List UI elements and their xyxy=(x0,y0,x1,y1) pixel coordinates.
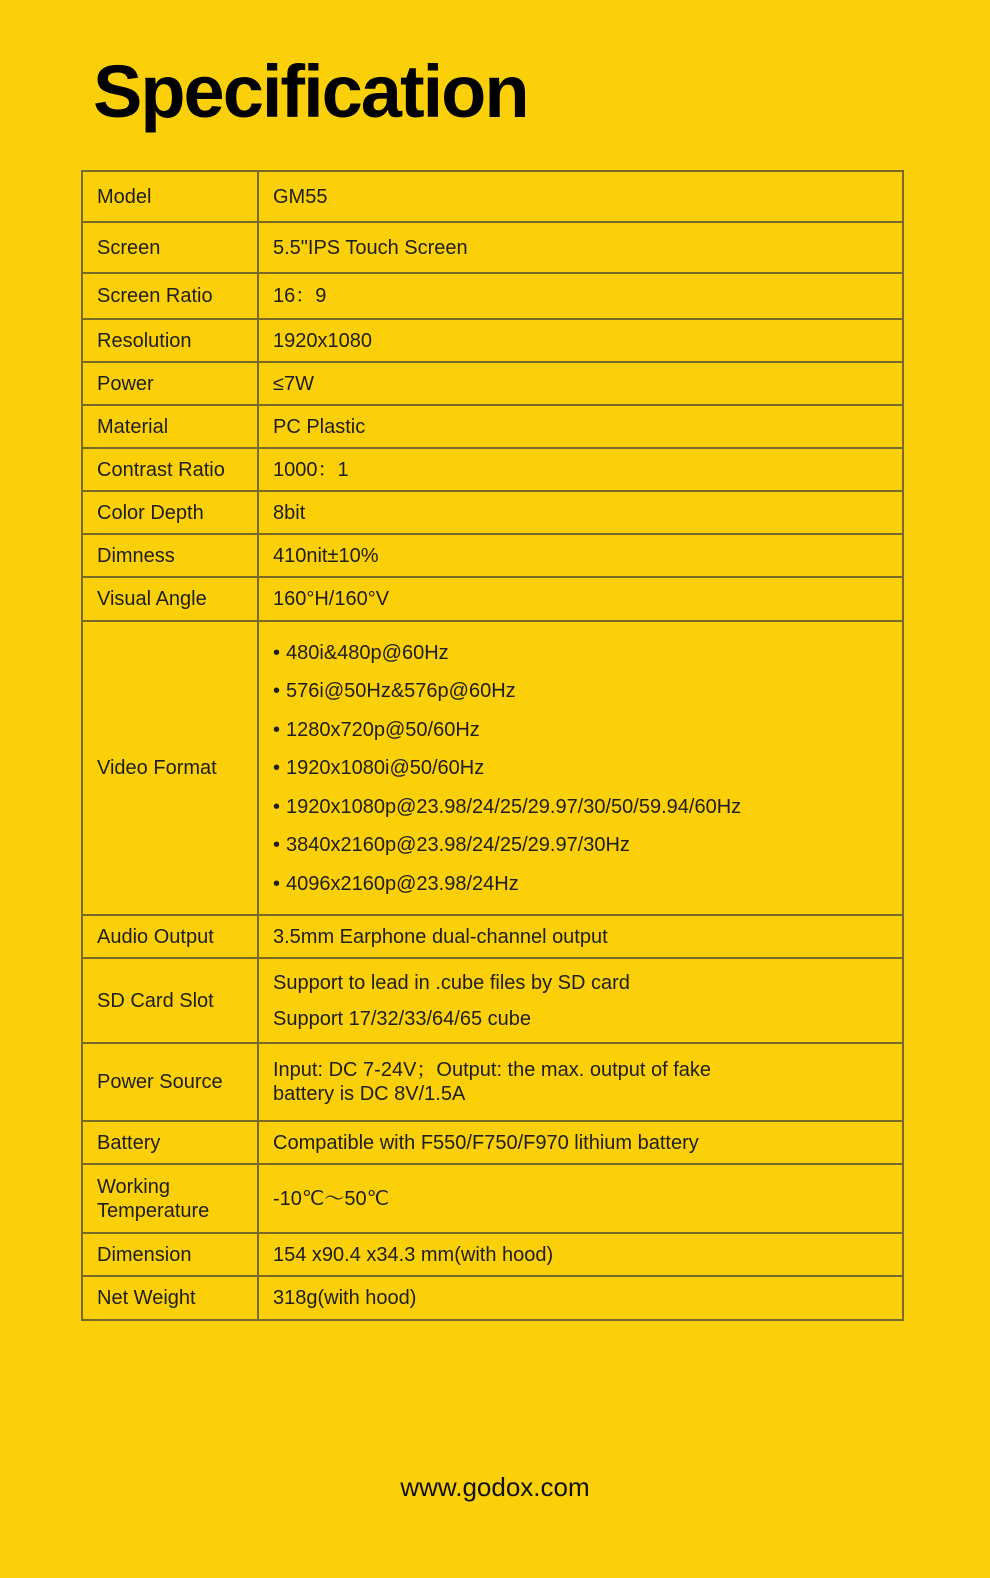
spec-label: Power Source xyxy=(82,1043,258,1121)
spec-label xyxy=(82,1164,258,1233)
spec-row-audio-output xyxy=(82,915,903,958)
sd-card-line: Support to lead in .cube files by SD card xyxy=(273,971,630,994)
spec-value xyxy=(258,958,903,1043)
spec-label: Net Weight xyxy=(82,1276,258,1320)
video-format-item: • 1920x1080p@23.98/24/25/29.97/30/50/59.94/60Hz xyxy=(273,795,888,819)
spec-row-power xyxy=(82,362,903,405)
spec-label: Color Depth xyxy=(82,491,258,534)
spec-label: Audio Output xyxy=(82,915,258,958)
spec-label: Contrast Ratio xyxy=(82,448,258,491)
spec-label: Battery xyxy=(82,1121,258,1164)
power-source-line: battery is DC 8V/1.5A xyxy=(273,1083,466,1105)
spec-label: Dimension xyxy=(82,1233,258,1276)
video-format-item: • 480i&480p@60Hz xyxy=(273,641,888,665)
spec-value: PC Plastic xyxy=(258,405,903,448)
spec-label: Material xyxy=(82,405,258,448)
spec-label: Model xyxy=(82,171,258,222)
spec-row-battery xyxy=(82,1121,903,1164)
spec-row-dimness xyxy=(82,534,903,577)
spec-value: Compatible with F550/F750/F970 lithium battery xyxy=(258,1121,903,1164)
spec-label: Screen Ratio xyxy=(82,273,258,319)
website-link[interactable]: www.godox.com xyxy=(400,1472,590,1502)
video-format-item: • 3840x2160p@23.98/24/25/29.97/30Hz xyxy=(273,833,888,857)
spec-value: 1000：1 xyxy=(258,448,903,491)
spec-row-video-format xyxy=(82,621,903,915)
spec-row-resolution xyxy=(82,319,903,362)
video-format-item: • 576i@50Hz&576p@60Hz xyxy=(273,679,888,703)
spec-value: 318g(with hood) xyxy=(258,1276,903,1320)
specification-table xyxy=(81,170,904,1321)
spec-value: 3.5mm Earphone dual-channel output xyxy=(258,915,903,958)
spec-row-screen xyxy=(82,222,903,273)
sd-card-line: Support 17/32/33/64/65 cube xyxy=(273,1007,531,1030)
spec-row-contrast-ratio xyxy=(82,448,903,491)
spec-label-line: Working xyxy=(97,1175,170,1198)
spec-value xyxy=(258,1043,903,1121)
page-title: Specification xyxy=(93,50,528,133)
spec-value: 16：9 xyxy=(258,273,903,319)
spec-value: 5.5"IPS Touch Screen xyxy=(258,222,903,273)
video-format-item: • 4096x2160p@23.98/24Hz xyxy=(273,872,888,896)
video-format-list xyxy=(273,641,888,896)
spec-value: 160°H/160°V xyxy=(258,577,903,621)
spec-label: Dimness xyxy=(82,534,258,577)
spec-value xyxy=(258,621,903,915)
video-format-item: • 1920x1080i@50/60Hz xyxy=(273,756,888,780)
power-source-line: Input: DC 7-24V；Output: the max. output of fake xyxy=(273,1059,712,1081)
spec-value: -10℃～50℃ xyxy=(258,1164,903,1233)
spec-row-working-temperature xyxy=(82,1164,903,1233)
spec-label: SD Card Slot xyxy=(82,958,258,1043)
spec-label: Power xyxy=(82,362,258,405)
spec-label: Visual Angle xyxy=(82,577,258,621)
spec-value: 1920x1080 xyxy=(258,319,903,362)
spec-value: 8bit xyxy=(258,491,903,534)
spec-label: Video Format xyxy=(82,621,258,915)
spec-row-model xyxy=(82,171,903,222)
spec-row-visual-angle xyxy=(82,577,903,621)
spec-row-color-depth xyxy=(82,491,903,534)
spec-label: Screen xyxy=(82,222,258,273)
video-format-item: • 1280x720p@50/60Hz xyxy=(273,718,888,742)
spec-value: GM55 xyxy=(258,171,903,222)
spec-value: 410nit±10% xyxy=(258,534,903,577)
spec-row-dimension xyxy=(82,1233,903,1276)
spec-row-net-weight xyxy=(82,1276,903,1320)
spec-row-screen-ratio xyxy=(82,273,903,319)
spec-row-power-source xyxy=(82,1043,903,1121)
spec-row-material xyxy=(82,405,903,448)
spec-label: Resolution xyxy=(82,319,258,362)
spec-row-sd-card-slot xyxy=(82,958,903,1043)
spec-value: ≤7W xyxy=(258,362,903,405)
spec-label-line: Temperature xyxy=(97,1199,210,1222)
spec-value: 154 x90.4 x34.3 mm(with hood) xyxy=(258,1233,903,1276)
